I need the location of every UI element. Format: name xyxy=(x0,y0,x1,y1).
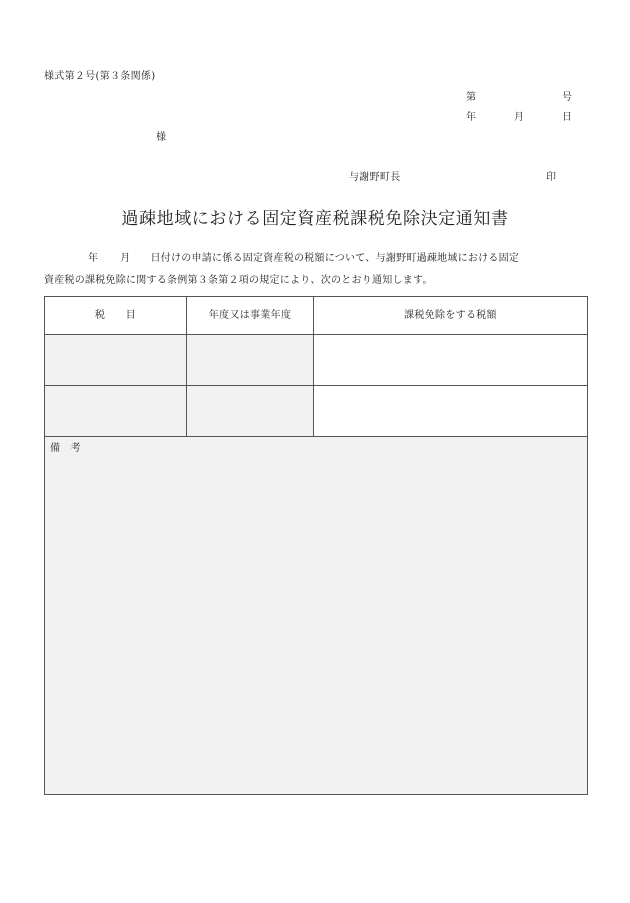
header-fiscal-year: 年度又は事業年度 xyxy=(208,310,292,321)
table-row-2-exempt-amount[interactable] xyxy=(314,386,587,436)
body-line-1-text: 日付けの申請に係る固定資産税の税額について、与謝野町過疎地域における固定 xyxy=(150,253,520,264)
body-year: 年 xyxy=(88,253,99,264)
seal-mark: 印 xyxy=(546,172,557,183)
table-divider xyxy=(45,436,587,437)
notice-body-line-1 xyxy=(44,248,588,270)
form-id: 様式第２号(第３条関係) xyxy=(44,71,156,82)
table-divider xyxy=(186,297,187,436)
tax-exemption-table xyxy=(44,296,588,795)
header-exempt-amount: 課税免除をする税額 xyxy=(404,310,497,321)
document-number-suffix: 号 xyxy=(562,92,573,103)
table-row-1-fiscal-year[interactable] xyxy=(187,335,313,385)
remarks-area xyxy=(45,437,587,794)
date-year: 年 xyxy=(466,112,477,123)
date-day: 日 xyxy=(562,112,573,123)
table-divider xyxy=(45,334,587,335)
notice-body-line-2: 資産税の課税免除に関する条例第３条第２項の規定により、次のとおり通知します。 xyxy=(44,275,433,286)
table-divider xyxy=(313,297,314,436)
table-row-2-tax-item[interactable] xyxy=(45,386,186,436)
body-month: 月 xyxy=(120,253,131,264)
issuer-name: 与謝野町長 xyxy=(349,172,401,183)
table-divider xyxy=(45,385,587,386)
document-number-prefix: 第 xyxy=(466,92,477,103)
header-tax-item: 税 目 xyxy=(94,310,137,321)
notice-body xyxy=(44,248,588,292)
table-row-1-tax-item[interactable] xyxy=(45,335,186,385)
addressee-suffix: 様 xyxy=(156,132,167,143)
remarks-label: 備 考 xyxy=(50,443,81,454)
table-row-2-fiscal-year[interactable] xyxy=(187,386,313,436)
date-month: 月 xyxy=(514,112,525,123)
table-row-1-exempt-amount[interactable] xyxy=(314,335,587,385)
document-title: 過疎地域における固定資産税課税免除決定通知書 xyxy=(121,209,509,229)
